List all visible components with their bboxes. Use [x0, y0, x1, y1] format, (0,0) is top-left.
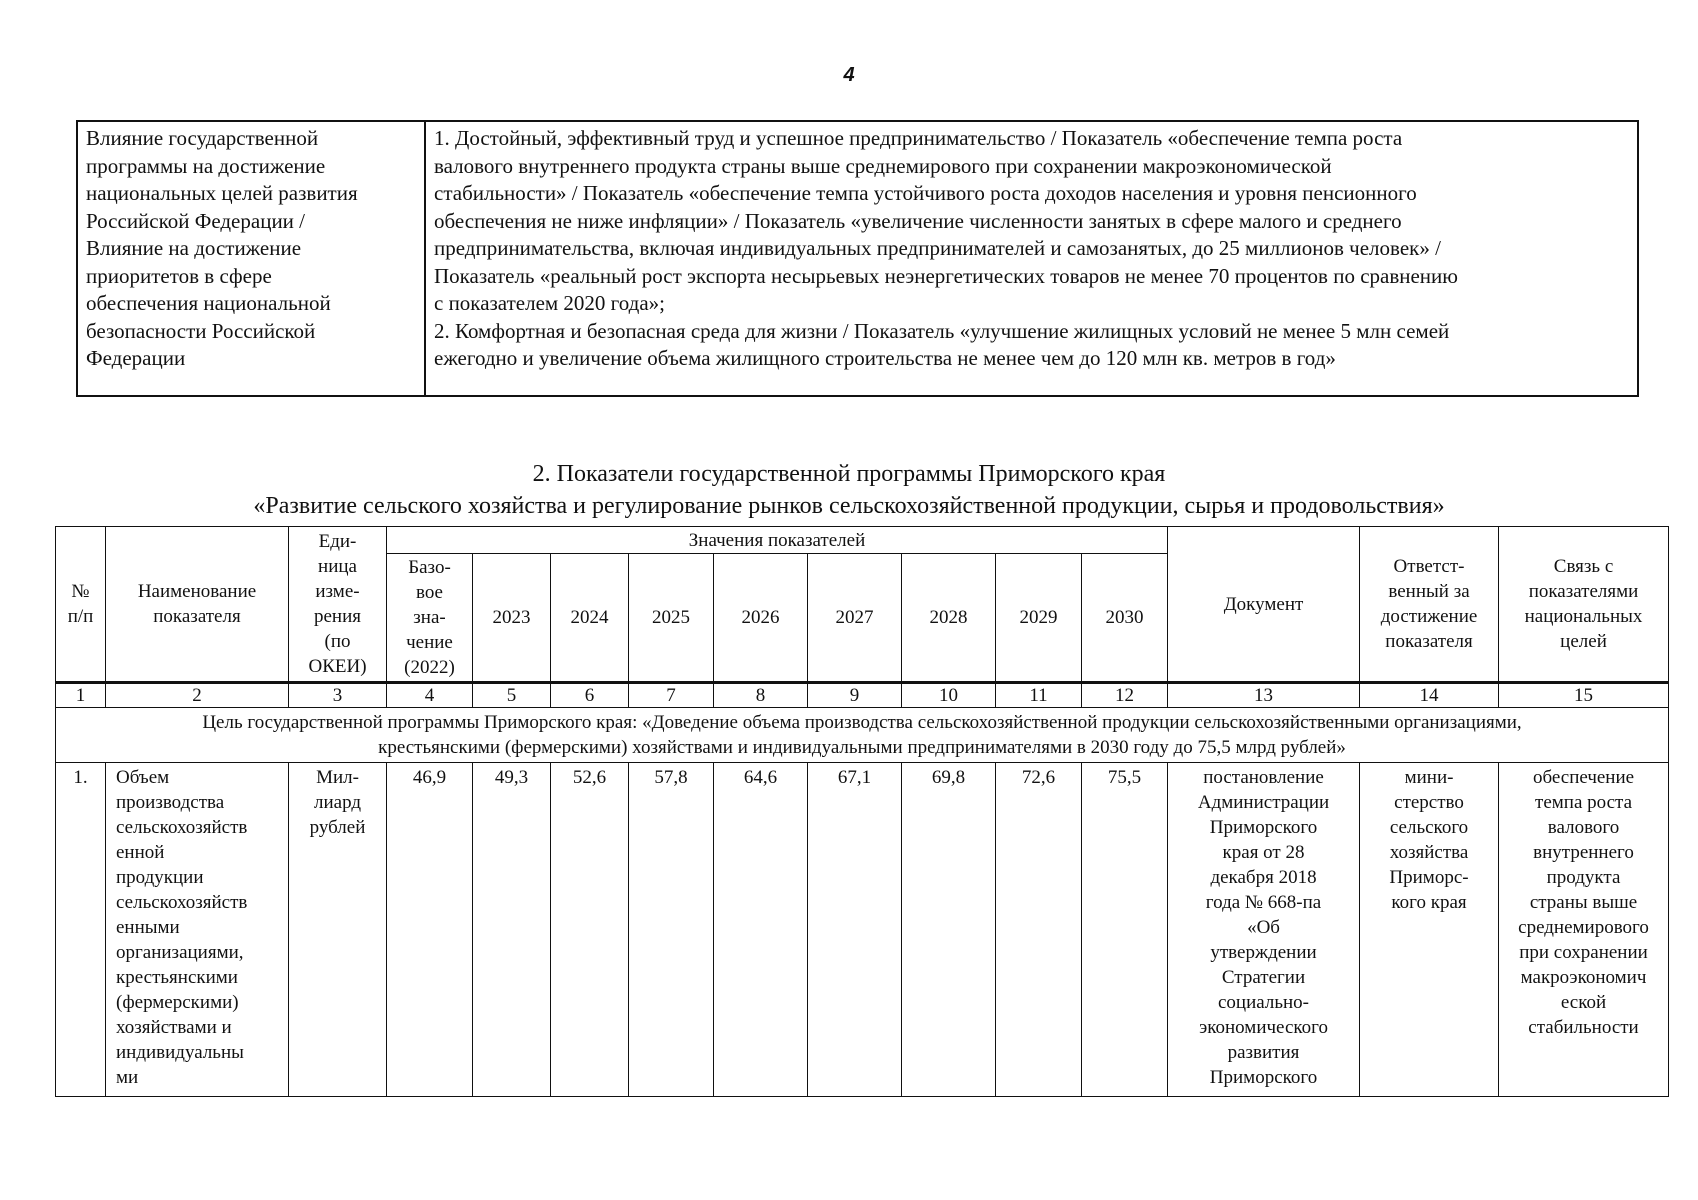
header-link: Связь с показателями национальных целей [1499, 527, 1669, 683]
header-base: Базо- вое зна- чение (2022) [387, 554, 473, 683]
column-number: 2 [106, 683, 289, 708]
column-number: 8 [714, 683, 808, 708]
program-goal-row [56, 708, 1669, 763]
responsible-cell: мини- стерство сельского хозяйства Приморс- кого края [1360, 763, 1499, 1097]
year-value: 67,1 [808, 763, 902, 1097]
header-values-group: Значения показателей [387, 527, 1168, 554]
header-year: 2024 [551, 554, 629, 683]
year-value: 52,6 [551, 763, 629, 1097]
column-number: 15 [1499, 683, 1669, 708]
column-number: 7 [629, 683, 714, 708]
table-row [56, 763, 1669, 1097]
base-value: 46,9 [387, 763, 473, 1097]
header-num: № п/п [56, 527, 106, 683]
column-number: 9 [808, 683, 902, 708]
national-goals-content-cell [425, 121, 1638, 396]
national-goals-row [77, 121, 1638, 396]
column-number: 3 [289, 683, 387, 708]
year-value: 49,3 [473, 763, 551, 1097]
unit-cell: Мил- лиард рублей [289, 763, 387, 1097]
row-number: 1. [56, 763, 106, 1097]
header-year: 2027 [808, 554, 902, 683]
year-value: 57,8 [629, 763, 714, 1097]
section-title [0, 458, 1698, 522]
header-responsible: Ответст- венный за достижение показателя [1360, 527, 1499, 683]
header-year: 2023 [473, 554, 551, 683]
national-goal-link-cell: обеспечение темпа роста валового внутреннего продукта страны выше среднемирового при сохранении макроэкономич еской стабильности [1499, 763, 1669, 1097]
label-line: Влияние государственной [86, 126, 319, 150]
page-number: 4 [843, 64, 855, 86]
header-name: Наименование показателя [106, 527, 289, 683]
content-line: валового внутреннего продукта страны выше среднемирового при сохранении макроэкономической [434, 153, 1332, 178]
program-goal-cell [56, 708, 1669, 763]
header-row-1 [56, 527, 1669, 554]
header-year: 2026 [714, 554, 808, 683]
header-year: 2030 [1082, 554, 1168, 683]
program-goal-line: крестьянскими (фермерскими) хозяйствами и индивидуальными предпринимателями в 2030 году до 75,5 млрд рублей» [378, 737, 1346, 758]
national-goals-table [76, 120, 1639, 397]
label-line: безопасности Российской [86, 318, 316, 343]
column-number: 12 [1082, 683, 1168, 708]
label-line: Федерации [86, 346, 186, 370]
header-unit: Еди- ница изме- рения (по ОКЕИ) [289, 527, 387, 683]
column-number: 6 [551, 683, 629, 708]
section-title-line-1: 2. Показатели государственной программы Приморского края [532, 461, 1166, 487]
year-value: 72,6 [996, 763, 1082, 1097]
header-year: 2029 [996, 554, 1082, 683]
content-line: предпринимательства, включая индивидуальных предпринимателей и самозанятых, до 25 миллионов человек» / [434, 236, 1441, 260]
program-goal-line: Цель государственной программы Приморского края: «Доведение объема производства сельскохозяйственной продукции сельскохозяйственными организациями, [202, 712, 1522, 733]
header-year: 2028 [902, 554, 996, 683]
label-line: национальных целей развития [86, 181, 358, 205]
content-line: обеспечения не ниже инфляции» / Показатель «увеличение численности занятых в сфере малого и среднего [434, 208, 1402, 233]
column-number: 13 [1168, 683, 1360, 708]
content-line: стабильности» / Показатель «обеспечение темпа устойчивого роста доходов населения и уровня пенсионного [434, 181, 1417, 205]
document-cell: постановление Администрации Приморского края от 28 декабря 2018 года № 668-па «Об утверждении Стратегии социально- экономического развития Приморского [1168, 763, 1360, 1097]
year-value: 69,8 [902, 763, 996, 1097]
column-number: 4 [387, 683, 473, 708]
year-value: 75,5 [1082, 763, 1168, 1097]
label-line: программы на достижение [86, 153, 326, 178]
indicator-name: Объем производства сельскохозяйств енной продукции сельскохозяйств енными организациями, крестьянскими (фермерскими) хозяйствами и индивидуальны ми [106, 763, 289, 1097]
header-document: Документ [1168, 527, 1360, 683]
indicators-table [55, 526, 1669, 1097]
content-line: ежегодно и увеличение объема жилищного строительства не менее чем до 120 млн кв. метров в год» [434, 346, 1336, 370]
column-number: 1 [56, 683, 106, 708]
national-goals-label-cell [77, 121, 425, 396]
header-year: 2025 [629, 554, 714, 683]
label-line: Российской Федерации / [86, 208, 306, 233]
content-line: Показатель «реальный рост экспорта несырьевых неэнергетических товаров не менее 70 процентов по сравнению [434, 263, 1458, 288]
content-line: 1. Достойный, эффективный труд и успешное предпринимательство / Показатель «обеспечение темпа роста [434, 126, 1403, 150]
content-line: с показателем 2020 года»; [434, 291, 665, 315]
column-number: 11 [996, 683, 1082, 708]
content-line: 2. Комфортная и безопасная среда для жизни / Показатель «улучшение жилищных условий не менее 5 млн семей [434, 318, 1450, 343]
year-value: 64,6 [714, 763, 808, 1097]
label-line: приоритетов в сфере [86, 263, 272, 288]
column-number-row [56, 683, 1669, 708]
column-number: 5 [473, 683, 551, 708]
label-line: Влияние на достижение [86, 236, 302, 260]
label-line: обеспечения национальной [86, 291, 331, 315]
section-title-line-2: «Развитие сельского хозяйства и регулирование рынков сельскохозяйственной продукции, сырья и продовольствия» [253, 493, 1445, 519]
column-number: 10 [902, 683, 996, 708]
column-number: 14 [1360, 683, 1499, 708]
